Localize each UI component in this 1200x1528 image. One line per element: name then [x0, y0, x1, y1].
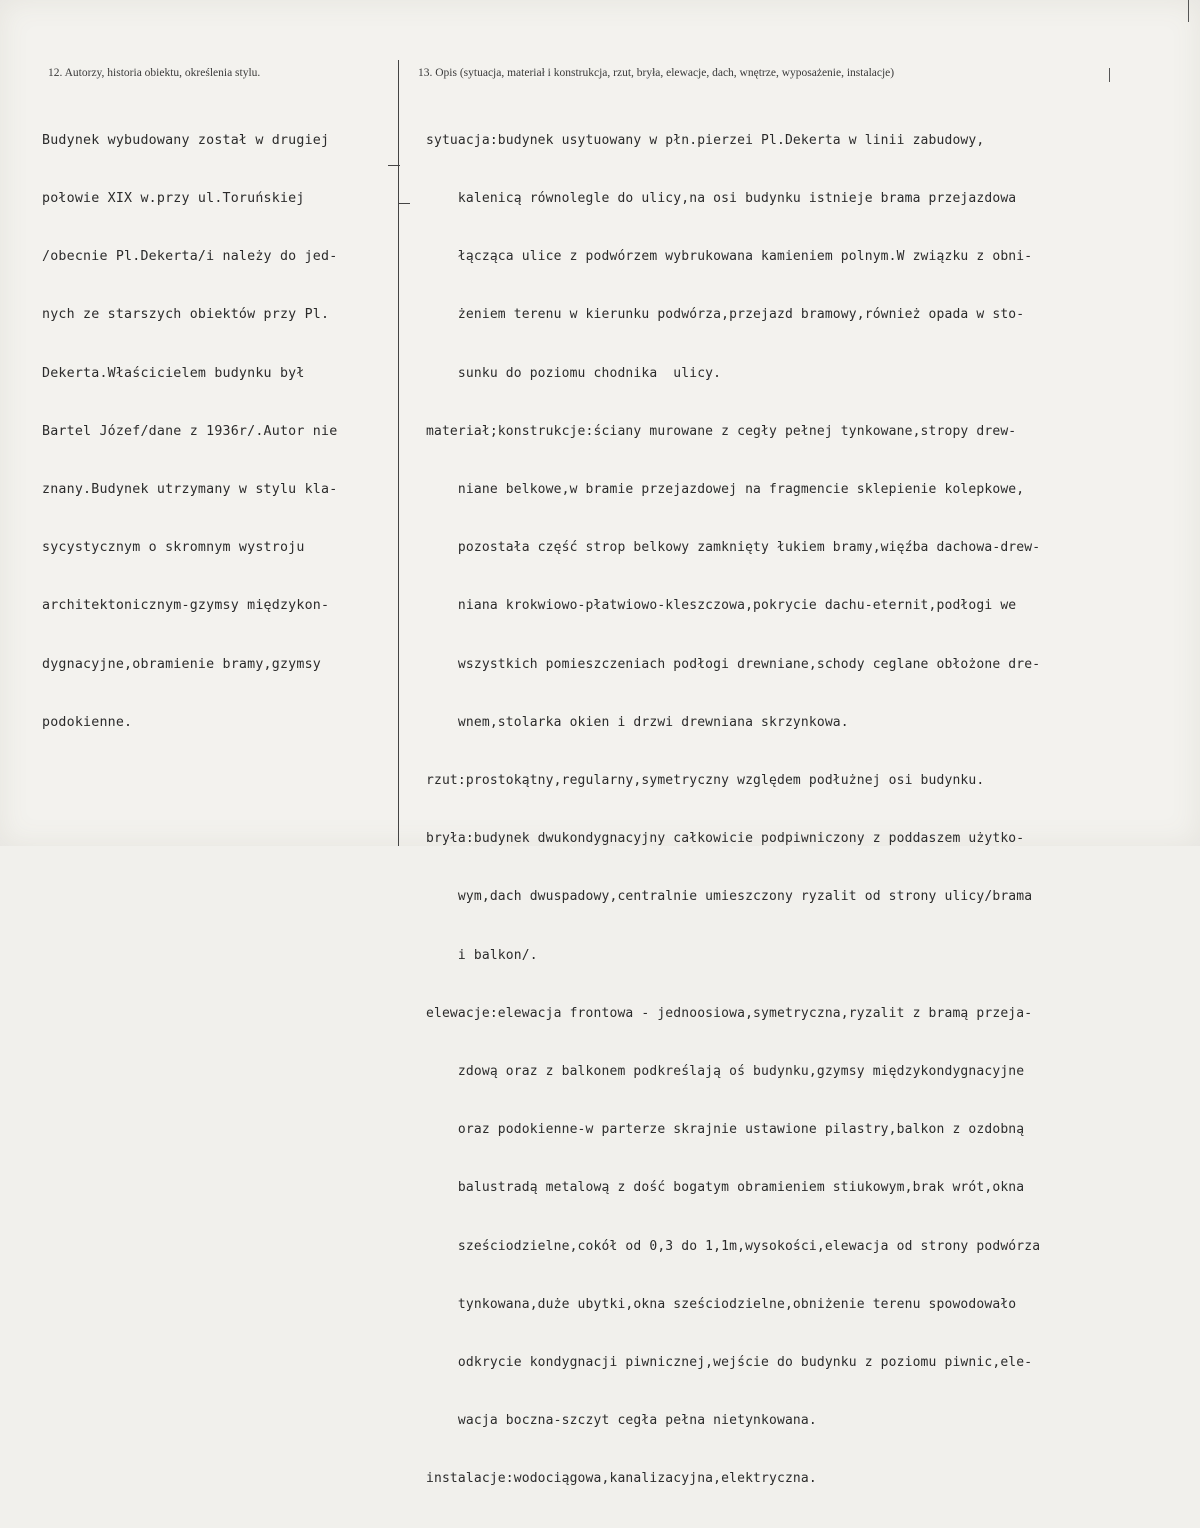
- right-line: wacja boczna-szczyt cegła pełna nietynkowana.: [426, 1413, 817, 1429]
- right-line: wym,dach dwuspadowy,centralnie umieszczony ryzalit od strony ulicy/brama: [426, 889, 1033, 905]
- right-line: niana krokwiowo-płatwiowo-kleszczowa,pokrycie dachu-eternit,podłogi we: [426, 598, 1017, 614]
- right-heading: 13. Opis (sytuacja, materiał i konstrukcja, rzut, bryła, elewacje, dach, wnętrze, wyposażenie, instalacje): [418, 67, 895, 79]
- right-line: instalacje:wodociągowa,kanalizacyjna,elektryczna.: [426, 1471, 817, 1487]
- left-line: dygnacyjne,obramienie bramy,gzymsy: [42, 656, 321, 672]
- left-line: Budynek wybudowany został w drugiej: [42, 132, 330, 148]
- right-line: żeniem terenu w kierunku podwórza,przejazd bramowy,również opada w sto-: [426, 307, 1025, 323]
- right-line: balustradą metalową z dość bogatym obramieniem stiukowym,brak wrót,okna: [426, 1180, 1025, 1196]
- left-line: Bartel Józef/dane z 1936r/.Autor nie: [42, 423, 338, 439]
- left-line: Dekerta.Właścicielem budynku był: [42, 365, 305, 381]
- right-line: rzut:prostokątny,regularny,symetryczny względem podłużnej osi budynku.: [426, 773, 985, 789]
- column-divider: [398, 60, 399, 846]
- right-line: sześciodzielne,cokół od 0,3 do 1,1m,wysokości,elewacja od strony podwórza: [426, 1238, 1041, 1254]
- left-line: podokienne.: [42, 714, 133, 730]
- left-text: [42, 92, 337, 771]
- right-text: [426, 92, 1040, 1528]
- right-line: niane belkowe,w bramie przejazdowej na fragmencie sklepienie kolepkowe,: [426, 482, 1025, 498]
- typewriter-mark: [1109, 68, 1110, 82]
- right-line: oraz podokienne-w parterze skrajnie ustawione pilastry,balkon z ozdobną: [426, 1122, 1025, 1138]
- left-heading: 12. Autorzy, historia obiektu, określenia stylu.: [48, 67, 261, 79]
- right-line: sunku do poziomu chodnika ulicy.: [426, 365, 722, 381]
- right-line: wnem,stolarka okien i drzwi drewniana skrzynkowa.: [426, 714, 849, 730]
- left-line: nych ze starszych obiektów przy Pl.: [42, 307, 330, 323]
- right-line: materiał;konstrukcje:ściany murowane z cegły pełnej tynkowane,stropy drew-: [426, 423, 1017, 439]
- right-line: pozostała część strop belkowy zamknięty łukiem bramy,więźba dachowa-drew-: [426, 540, 1041, 556]
- left-line: znany.Budynek utrzymany w stylu kla-: [42, 482, 338, 498]
- divider-tick: [398, 203, 410, 204]
- left-line: /obecnie Pl.Dekerta/i należy do jed-: [42, 249, 338, 265]
- divider-tick: [388, 165, 400, 166]
- right-line: łącząca ulice z podwórzem wybrukowana kamieniem polnym.W związku z obni-: [426, 249, 1033, 265]
- left-line: sycystycznym o skromnym wystroju: [42, 540, 305, 556]
- right-line: kalenicą równolegle do ulicy,na osi budynku istnieje brama przejazdowa: [426, 191, 1017, 207]
- right-line: tynkowana,duże ubytki,okna sześciodzielne,obniżenie terenu spowodowało: [426, 1296, 1017, 1312]
- left-line: połowie XIX w.przy ul.Toruńskiej: [42, 191, 305, 207]
- right-line: odkrycie kondygnacji piwnicznej,wejście do budynku z poziomu piwnic,ele-: [426, 1355, 1033, 1371]
- right-line: bryła:budynek dwukondygnacyjny całkowicie podpiwniczony z poddaszem użytko-: [426, 831, 1025, 847]
- right-line: wszystkich pomieszczeniach podłogi drewniane,schody ceglane obłożone dre-: [426, 656, 1041, 672]
- right-line: zdową oraz z balkonem podkreślają oś budynku,gzymsy międzykondygnacyjne: [426, 1064, 1025, 1080]
- right-line: sytuacja:budynek usytuowany w płn.pierzei Pl.Dekerta w linii zabudowy,: [426, 132, 985, 148]
- left-line: architektonicznym-gzymsy międzykon-: [42, 598, 330, 614]
- right-line: i balkon/.: [426, 947, 538, 963]
- top-right-rule: [1188, 0, 1189, 22]
- right-line: elewacje:elewacja frontowa - jednoosiowa,symetryczna,ryzalit z bramą przeja-: [426, 1005, 1033, 1021]
